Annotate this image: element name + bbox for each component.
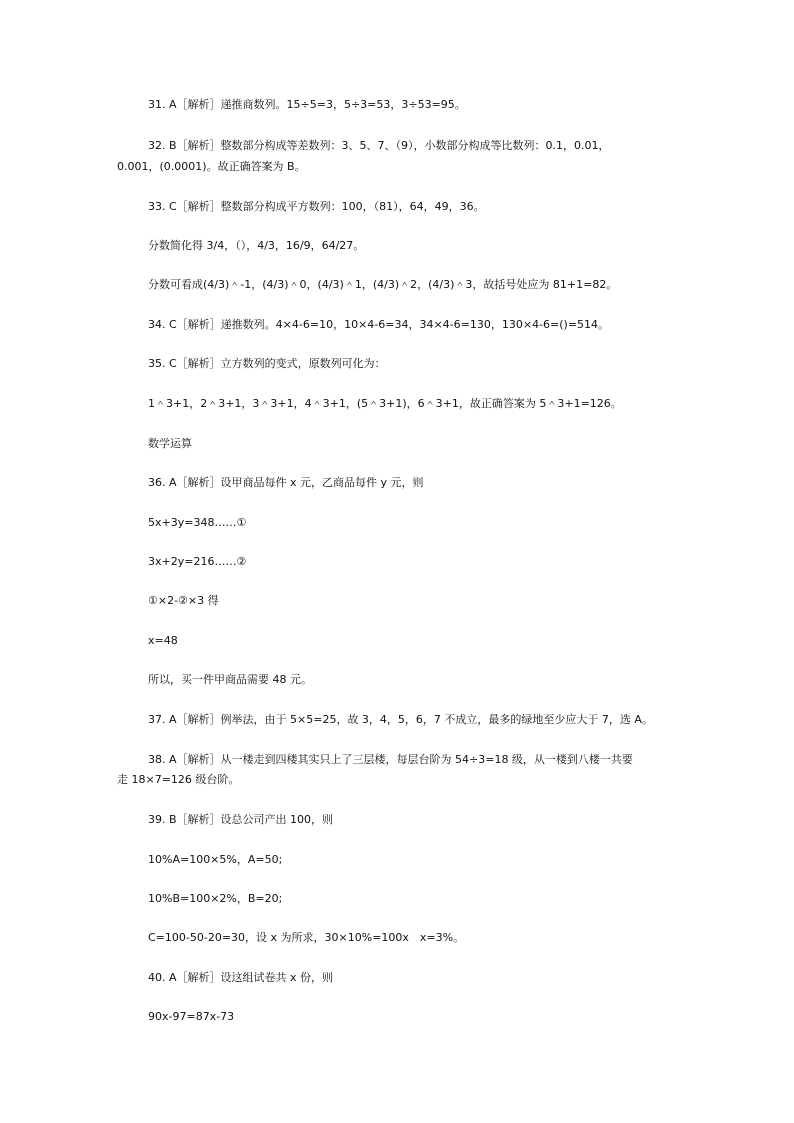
answer-34: 34. C［解析］递推数列。4×4-6=10，10×4-6=34，34×4-6=130，130×4-6=()=514。 bbox=[148, 318, 610, 331]
answer-35: 35. C［解析］立方数列的变式，原数列可化为： bbox=[148, 357, 386, 370]
equation-result: x=48 bbox=[148, 634, 178, 647]
answer-38-line-1: 38. A［解析］从一楼走到四楼其实只上了三层楼，每层台阶为 54÷3=18 级，从一楼到八楼一共要 bbox=[148, 753, 633, 766]
answer-39: 39. B［解析］设总公司产出 100，则 bbox=[148, 813, 334, 826]
equation-1: 5x+3y=348……① bbox=[148, 516, 247, 529]
equation-step: ①×2-②×3 得 bbox=[148, 594, 219, 607]
answer-32-line-2: 0.001，(0.0001)。故正确答案为 B。 bbox=[117, 160, 306, 173]
answer-36: 36. A［解析］设甲商品每件 x 元，乙商品每件 y 元，则 bbox=[148, 476, 424, 489]
answer-39-step-1: 10%A=100×5%，A=50; bbox=[148, 853, 283, 866]
answer-32-line-1: 32. B［解析］整数部分构成等差数列：3、5、7、（9），小数部分构成等比数列：0.1，0.01， bbox=[148, 139, 610, 152]
equation-2: 3x+2y=216……② bbox=[148, 555, 247, 568]
answer-36-conclusion: 所以，买一件甲商品需要 48 元。 bbox=[148, 673, 312, 686]
answer-39-step-3: C=100-50-20=30，设 x 为所求，30×10%=100x x=3%。 bbox=[148, 931, 465, 944]
answer-39-step-2: 10%B=100×2%，B=20; bbox=[148, 892, 283, 905]
answer-33-step-2: 分数可看成(4/3)＾-1，(4/3)＾0，(4/3)＾1，(4/3)＾2，(4/3)＾3，故括号处应为 81+1=82。 bbox=[148, 278, 618, 291]
answer-40-equation: 90x-97=87x-73 bbox=[148, 1010, 235, 1023]
answer-40: 40. A［解析］设这组试卷共 x 份，则 bbox=[148, 971, 334, 984]
answer-31: 31. A［解析］递推商数列。15÷5=3，5÷3=53，3÷53=95。 bbox=[148, 98, 466, 111]
section-heading: 数学运算 bbox=[148, 437, 192, 450]
answer-33: 33. C［解析］整数部分构成平方数列：100，（81），64，49，36。 bbox=[148, 200, 485, 213]
answer-33-step-1: 分数简化得 3/4，（），4/3，16/9，64/27。 bbox=[148, 239, 365, 252]
answer-37: 37. A［解析］例举法，由于 5×5=25，故 3，4，5，6，7 不成立，最多的绿地至少应大于 7，选 A。 bbox=[148, 713, 653, 726]
answer-38-line-2: 走 18×7=126 级台阶。 bbox=[117, 773, 240, 786]
answer-35-step: 1＾3+1，2＾3+1，3＾3+1，4＾3+1，(5＾3+1)，6＾3+1，故正确答案为 5＾3+1=126。 bbox=[148, 397, 622, 410]
